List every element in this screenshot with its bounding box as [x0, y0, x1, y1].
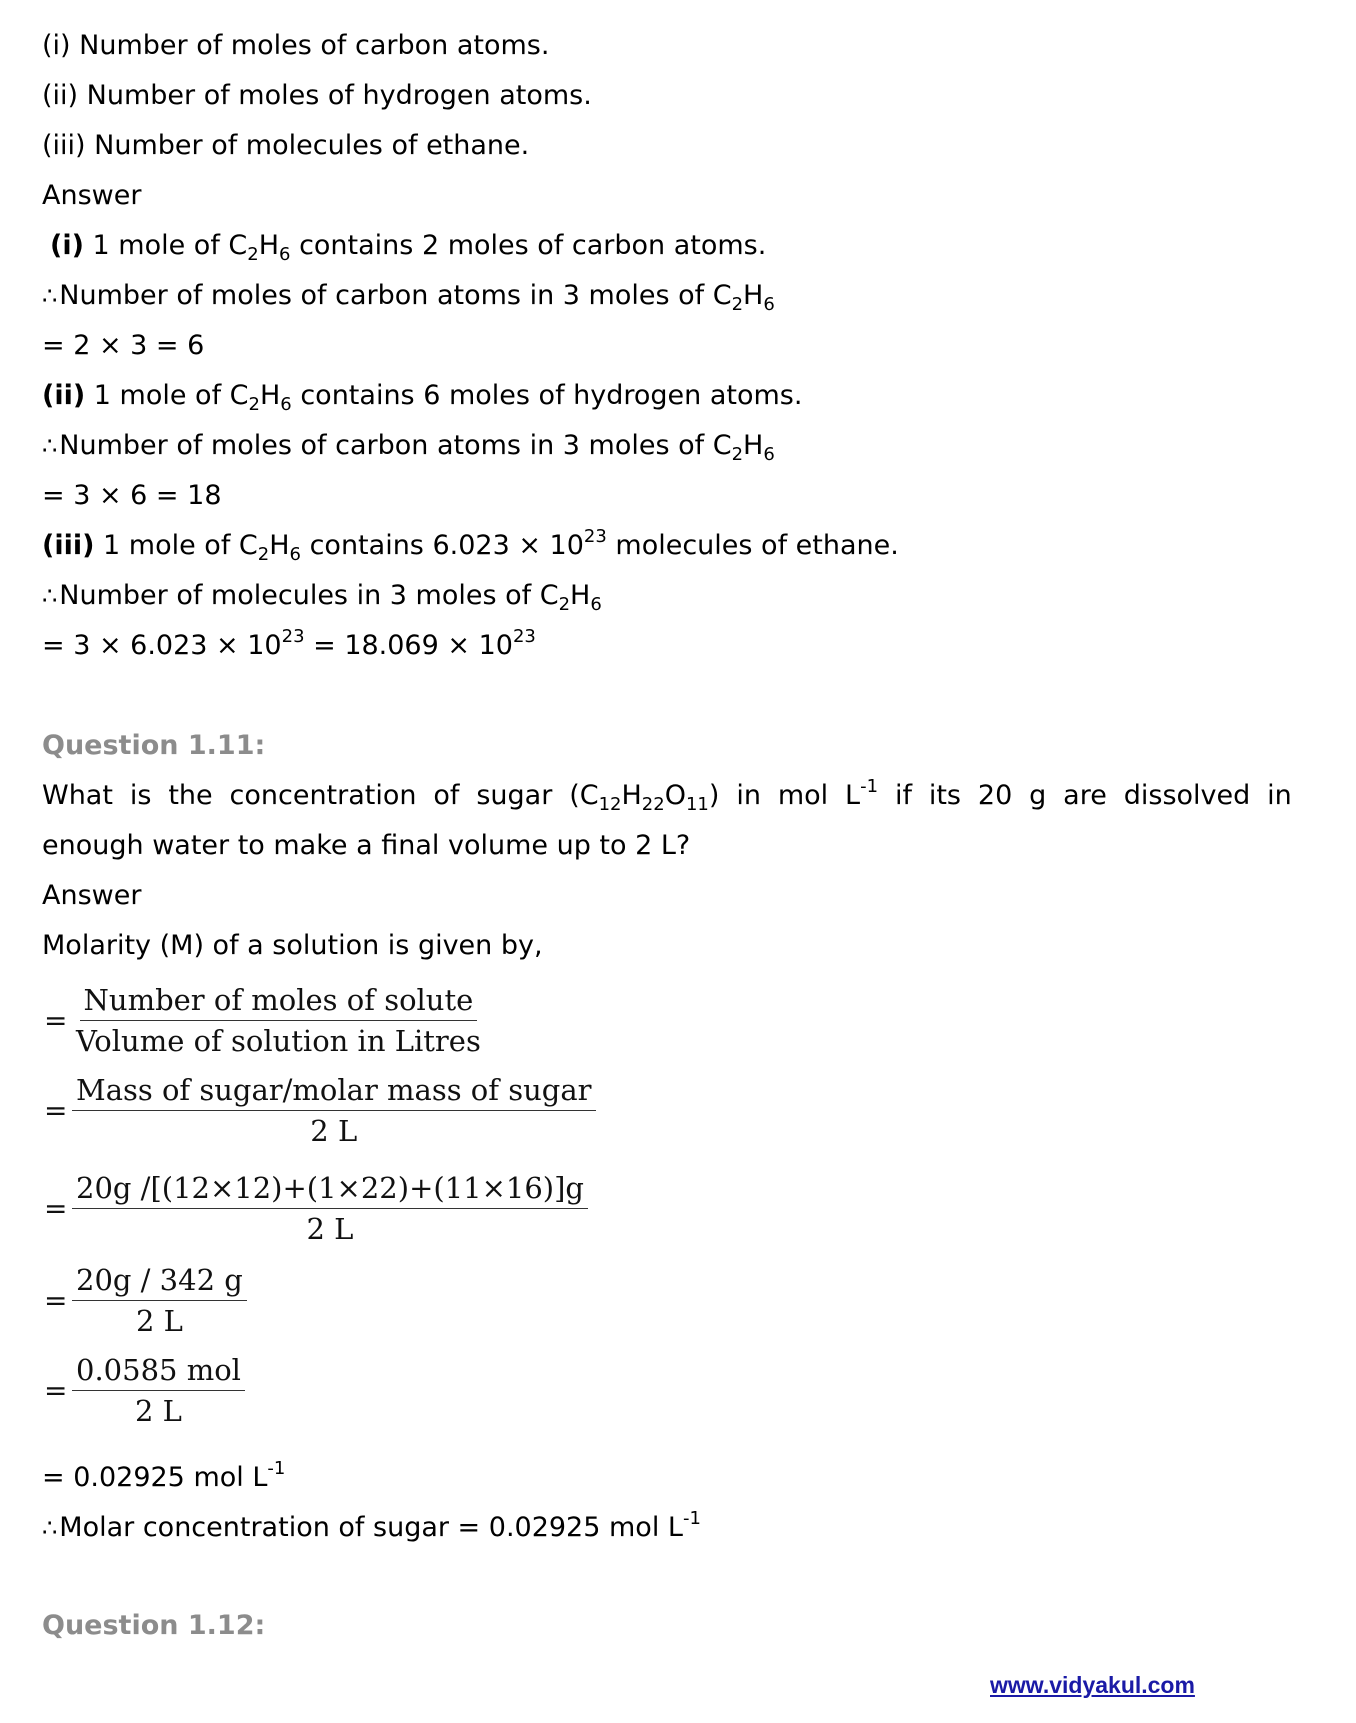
- fraction-step-3: = $\frac{20g /[(12\times 12)+(1\times 22)+(11\times 16)]g}{2 L}$: [44, 1168, 588, 1249]
- result-line: = 0.02925 mol $L^{-1}$: [42, 1458, 286, 1493]
- part-iii-label: (iii): [42, 530, 95, 561]
- fraction-step-4: = $\frac{20g / 342 g}{2 L}$: [44, 1260, 247, 1341]
- part-ii-therefore: ∴Number of moles of carbon atoms in 3 moles of $C_2H_6$: [42, 430, 775, 465]
- part-iii-result: = $3 \times 6.023 \times 10^{23} = 18.069 \times 10^{23}$: [42, 626, 536, 661]
- part-ii-result: = 3 × 6 = 18: [42, 480, 222, 511]
- fraction-numerator: 20g /[(12×12)+(1×22)+(11×16)]g: [72, 1168, 588, 1209]
- intro-item-i: (i) Number of moles of carbon atoms.: [42, 30, 550, 61]
- part-ii-label: (ii): [42, 380, 86, 411]
- part-i-label: (i): [50, 230, 84, 261]
- conclusion-line: ∴Molar concentration of sugar = 0.02925 mol $L^{-1}$: [42, 1508, 701, 1543]
- fraction-numerator: Mass of sugar/molar mass of sugar: [72, 1070, 596, 1111]
- intro-item-iii: (iii) Number of molecules of ethane.: [42, 130, 530, 161]
- fraction-denominator: 2 L: [135, 1394, 182, 1428]
- fraction-denominator: 2 L: [306, 1212, 354, 1246]
- fraction-denominator: Volume of solution in Litres: [76, 1024, 481, 1058]
- fraction-step-1: = $\frac{\text{Number of moles of solute}}{\text{Volume of solution in Litres}}$: [44, 980, 485, 1061]
- fraction-denominator: 2 L: [135, 1304, 183, 1338]
- answer-label: Answer: [42, 880, 142, 911]
- part-iii-statement: (iii) 1 mole of $C_2H_6$ contains $6.023 \times 10^{23}$ molecules of ethane.: [42, 526, 899, 565]
- question-1-11-text-line1: What is the concentration of sugar $(C_{12}H_{22}O_{11})$ in mol $L^{-1}$ if its 20 g are dissolved in: [42, 776, 1292, 815]
- part-i-therefore: ∴Number of moles of carbon atoms in 3 moles of $C_2H_6$: [42, 280, 775, 315]
- fraction-step-2: = $\frac{\text{Mass of sugar/molar mass of sugar}}{2 L}$: [44, 1070, 596, 1151]
- part-ii-statement: (ii) 1 mole of $C_2H_6$ contains 6 moles of hydrogen atoms.: [42, 380, 803, 415]
- intro-item-ii: (ii) Number of moles of hydrogen atoms.: [42, 80, 592, 111]
- fraction-numerator: 0.0585 mol: [72, 1350, 245, 1391]
- answer-label: Answer: [42, 180, 142, 211]
- therefore-icon: ∴: [42, 282, 58, 310]
- question-1-12-heading: Question 1.12:: [42, 1610, 266, 1641]
- molarity-intro: Molarity (M) of a solution is given by,: [42, 930, 543, 961]
- part-i-statement: (i) 1 mole of $C_2H_6$ contains 2 moles of carbon atoms.: [50, 230, 767, 265]
- fraction-denominator: 2 L: [310, 1114, 358, 1148]
- sugar-formula: $(C_{12}H_{22}O_{11})$: [569, 780, 720, 815]
- question-1-11-heading: Question 1.11:: [42, 730, 266, 761]
- question-1-11-text-line2: enough water to make a final volume up to 2 L?: [42, 830, 691, 861]
- therefore-icon: ∴: [42, 432, 58, 460]
- fraction-numerator: 20g / 342 g: [72, 1260, 247, 1301]
- therefore-icon: ∴: [42, 1514, 58, 1542]
- therefore-icon: ∴: [42, 582, 58, 610]
- part-iii-therefore: ∴Number of molecules in 3 moles of $C_2H_6$: [42, 580, 602, 615]
- part-i-result: = 2 × 3 = 6: [42, 330, 205, 361]
- fraction-step-5: = $\frac{\text{0.0585 mol}}{2 L}$: [44, 1350, 245, 1431]
- fraction-numerator: Number of moles of solute: [80, 980, 478, 1021]
- footer-website-link[interactable]: www.vidyakul.com: [990, 1672, 1195, 1698]
